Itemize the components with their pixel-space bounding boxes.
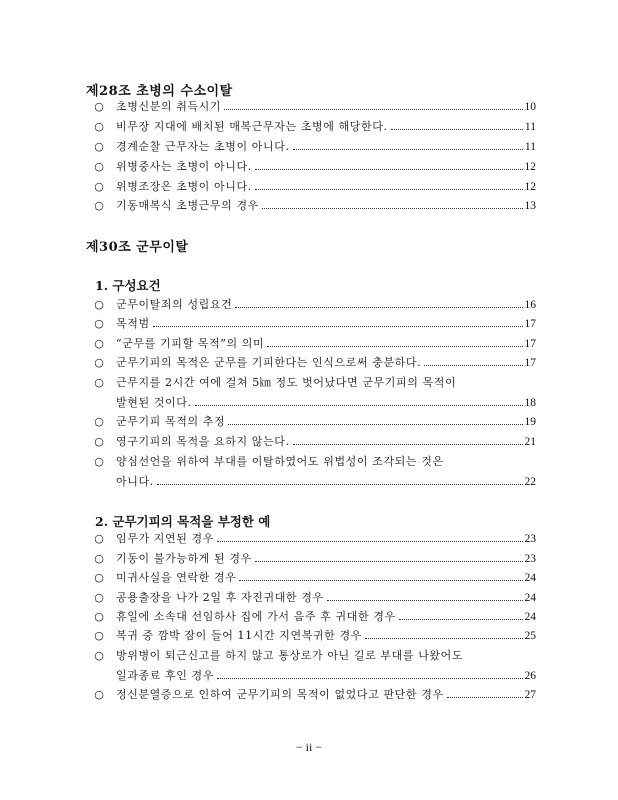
toc-entry[interactable]	[92, 413, 536, 431]
bullet-icon: ○	[94, 180, 104, 193]
toc-entry[interactable]	[92, 296, 536, 314]
page-number: 22	[524, 476, 536, 488]
leader-dots	[293, 444, 523, 445]
page-footer-number: − ii −	[295, 740, 323, 754]
leader-dots	[293, 149, 523, 150]
toc-entry[interactable]	[92, 197, 536, 215]
entry-text-continued: 발현된 것이다.	[116, 396, 192, 409]
leader-dots	[195, 405, 523, 406]
entry-text: 초병신분의 취득시기	[116, 100, 222, 113]
toc-entry[interactable]	[92, 433, 536, 451]
subsection-title-1: 1. 구성요건	[95, 278, 161, 293]
toc-entry[interactable]	[92, 608, 536, 626]
bullet-icon: ○	[94, 100, 104, 113]
section-title-30: 제30조 군무이탈	[86, 240, 189, 255]
leader-dots	[255, 189, 523, 190]
entry-text: 경계순찰 근무자는 초병이 아니다.	[116, 140, 290, 153]
leader-dots	[255, 169, 523, 170]
toc-entry[interactable]	[92, 315, 536, 333]
leader-dots	[153, 326, 523, 327]
leader-dots	[217, 678, 522, 679]
entry-text-continued: 일과종료 후인 경우	[116, 669, 215, 682]
bullet-icon: ○	[94, 455, 104, 468]
bullet-icon: ○	[94, 591, 104, 604]
entry-text: 미귀사실을 연락한 경우	[116, 571, 237, 584]
entry-text: 군무이탈죄의 성립요건	[116, 298, 233, 311]
toc-entry[interactable]	[92, 354, 536, 372]
toc-entry[interactable]	[92, 98, 536, 116]
subsection-title-2: 2. 군무기피의 목적을 부정한 예	[95, 514, 271, 529]
page-number: 25	[524, 630, 536, 642]
leader-dots	[267, 346, 522, 347]
bullet-icon: ○	[94, 552, 104, 565]
entry-text: 비무장 지대에 배치된 매복근무자는 초병에 해당한다.	[116, 120, 388, 133]
bullet-icon: ○	[94, 160, 104, 173]
page-number: 19	[524, 416, 536, 428]
page-number: 11	[524, 141, 536, 153]
entry-text: 위병조장은 초병이 아니다.	[116, 180, 252, 193]
toc-entry[interactable]	[92, 686, 536, 704]
page-number: 24	[524, 611, 536, 623]
bullet-icon: ○	[94, 199, 104, 212]
page-number: 26	[524, 670, 536, 682]
bullet-icon: ○	[94, 610, 104, 623]
page-number: 16	[524, 299, 536, 311]
bullet-icon: ○	[94, 317, 104, 330]
entry-text: 공용출장을 나가 2일 후 자진귀대한 경우	[116, 591, 324, 604]
page-number: 27	[524, 689, 536, 701]
entry-text: 방위병이 퇴근신고를 하지 않고 통상로가 아닌 길로 부대를 나왔어도	[116, 649, 464, 662]
leader-dots	[365, 638, 523, 639]
toc-entry[interactable]	[92, 627, 536, 645]
toc-entry[interactable]	[92, 178, 536, 196]
page-number: 23	[524, 553, 536, 565]
leader-dots	[255, 561, 523, 562]
entry-text: 양심선언을 위하여 부대를 이탈하였어도 위법성이 조각되는 것은	[116, 455, 444, 468]
page-number: 17	[524, 357, 536, 369]
entry-text-continued: 아니다.	[116, 475, 154, 488]
leader-dots	[447, 697, 523, 698]
entry-text: 군무기피의 목적은 군무를 기피한다는 인식으로써 충분하다.	[116, 356, 422, 369]
bullet-icon: ○	[94, 356, 104, 369]
leader-dots	[217, 541, 522, 542]
entry-text: 기동이 불가능하게 된 경우	[116, 552, 252, 565]
page-number: 12	[524, 181, 536, 193]
section-title-28: 제28조 초병의 수소이탈	[86, 84, 233, 99]
entry-text: “군무를 기피할 목적”의 의미	[116, 337, 265, 350]
page-number: 24	[524, 572, 536, 584]
page-number: 11	[524, 121, 536, 133]
bullet-icon: ○	[94, 435, 104, 448]
leader-dots	[235, 307, 522, 308]
toc-entry[interactable]	[92, 647, 536, 682]
toc-entry[interactable]	[92, 118, 536, 136]
entry-text: 임무가 지연된 경우	[116, 532, 215, 545]
toc-entry[interactable]	[92, 374, 536, 409]
leader-dots	[399, 619, 523, 620]
toc-entry[interactable]	[92, 158, 536, 176]
page-number: 17	[524, 338, 536, 350]
entry-text: 기동매복식 초병근무의 경우	[116, 199, 259, 212]
toc-entry[interactable]	[92, 569, 536, 587]
toc-entry[interactable]	[92, 530, 536, 548]
page-number: 24	[524, 592, 536, 604]
entry-text: 정신분열증으로 인하여 군무기피의 목적이 없었다고 판단한 경우	[116, 688, 444, 701]
bullet-icon: ○	[94, 571, 104, 584]
bullet-icon: ○	[94, 532, 104, 545]
toc-entry[interactable]	[92, 138, 536, 156]
page-number: 10	[524, 101, 536, 113]
leader-dots	[327, 600, 523, 601]
leader-dots	[224, 109, 522, 110]
leader-dots	[391, 129, 523, 130]
entry-text: 목적범	[116, 317, 150, 330]
leader-dots	[228, 424, 522, 425]
entry-text: 휴일에 소속대 선임하사 집에 가서 음주 후 귀대한 경우	[116, 610, 396, 623]
bullet-icon: ○	[94, 337, 104, 350]
toc-entry[interactable]	[92, 589, 536, 607]
toc-entry[interactable]	[92, 335, 536, 353]
page-number: 17	[524, 318, 536, 330]
leader-dots	[239, 580, 522, 581]
page-number: 13	[524, 200, 536, 212]
bullet-icon: ○	[94, 629, 104, 642]
page-number: 12	[524, 161, 536, 173]
leader-dots	[424, 365, 522, 366]
entry-text: 근무지를 2시간 여에 걸쳐 5㎞ 정도 벗어났다면 군무기피의 목적이	[116, 376, 457, 389]
leader-dots	[157, 484, 523, 485]
toc-entry[interactable]	[92, 453, 536, 488]
toc-entry[interactable]	[92, 550, 536, 568]
bullet-icon: ○	[94, 140, 104, 153]
bullet-icon: ○	[94, 415, 104, 428]
entry-text: 군무기피 목적의 추정	[116, 415, 226, 428]
entry-text: 영구기피의 목적을 요하지 않는다.	[116, 435, 290, 448]
entry-text: 위병중사는 초병이 아니다.	[116, 160, 252, 173]
bullet-icon: ○	[94, 649, 104, 662]
leader-dots	[262, 208, 523, 209]
bullet-icon: ○	[94, 688, 104, 701]
page-number: 23	[524, 533, 536, 545]
bullet-icon: ○	[94, 376, 104, 389]
bullet-icon: ○	[94, 120, 104, 133]
page-number: 21	[524, 436, 536, 448]
entry-text: 복귀 중 깜박 잠이 들어 11시간 지연복귀한 경우	[116, 629, 362, 642]
bullet-icon: ○	[94, 298, 104, 311]
page-number: 18	[524, 397, 536, 409]
